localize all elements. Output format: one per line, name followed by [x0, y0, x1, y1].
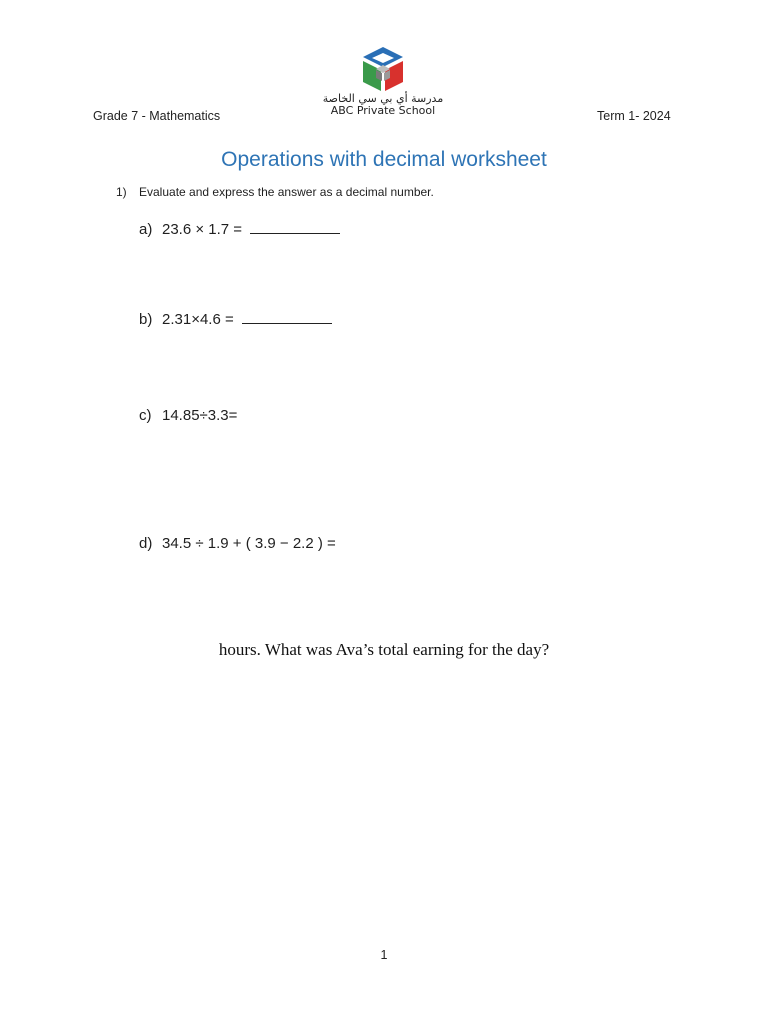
answer-blank[interactable]: [242, 310, 332, 324]
school-name-english: ABC Private School: [330, 104, 436, 117]
question-prompt: Evaluate and express the answer as a decimal number.: [139, 185, 434, 199]
question-part-c: [139, 407, 237, 424]
part-expression: 2.31×4.6 =: [162, 311, 234, 328]
part-expression: 34.5 ÷ 1.9 + ( 3.9 − 2.2 ) =: [162, 535, 336, 552]
subject-label: Grade 7 - Mathematics: [93, 109, 221, 123]
part-label: a): [139, 221, 153, 238]
part-label: d): [139, 535, 153, 552]
part-label: b): [139, 311, 153, 328]
school-name-arabic: مدرسة أي بي سي الخاصة: [322, 92, 444, 105]
school-logo-icon: [359, 45, 407, 93]
page-number: 1: [380, 948, 388, 962]
part-expression: 23.6 × 1.7 =: [162, 221, 243, 238]
question-part-a: [139, 220, 340, 238]
word-problem-text: hours. What was Ava’s total earning for the day?: [218, 640, 550, 659]
question-number: 1): [116, 185, 127, 199]
question-part-b: [139, 310, 332, 328]
question-part-d: [139, 535, 336, 552]
term-label: Term 1- 2024: [597, 109, 671, 123]
part-expression: 14.85÷3.3=: [162, 407, 238, 424]
part-label: c): [139, 407, 152, 424]
worksheet-title: Operations with decimal worksheet: [221, 148, 547, 171]
answer-blank[interactable]: [250, 220, 340, 234]
